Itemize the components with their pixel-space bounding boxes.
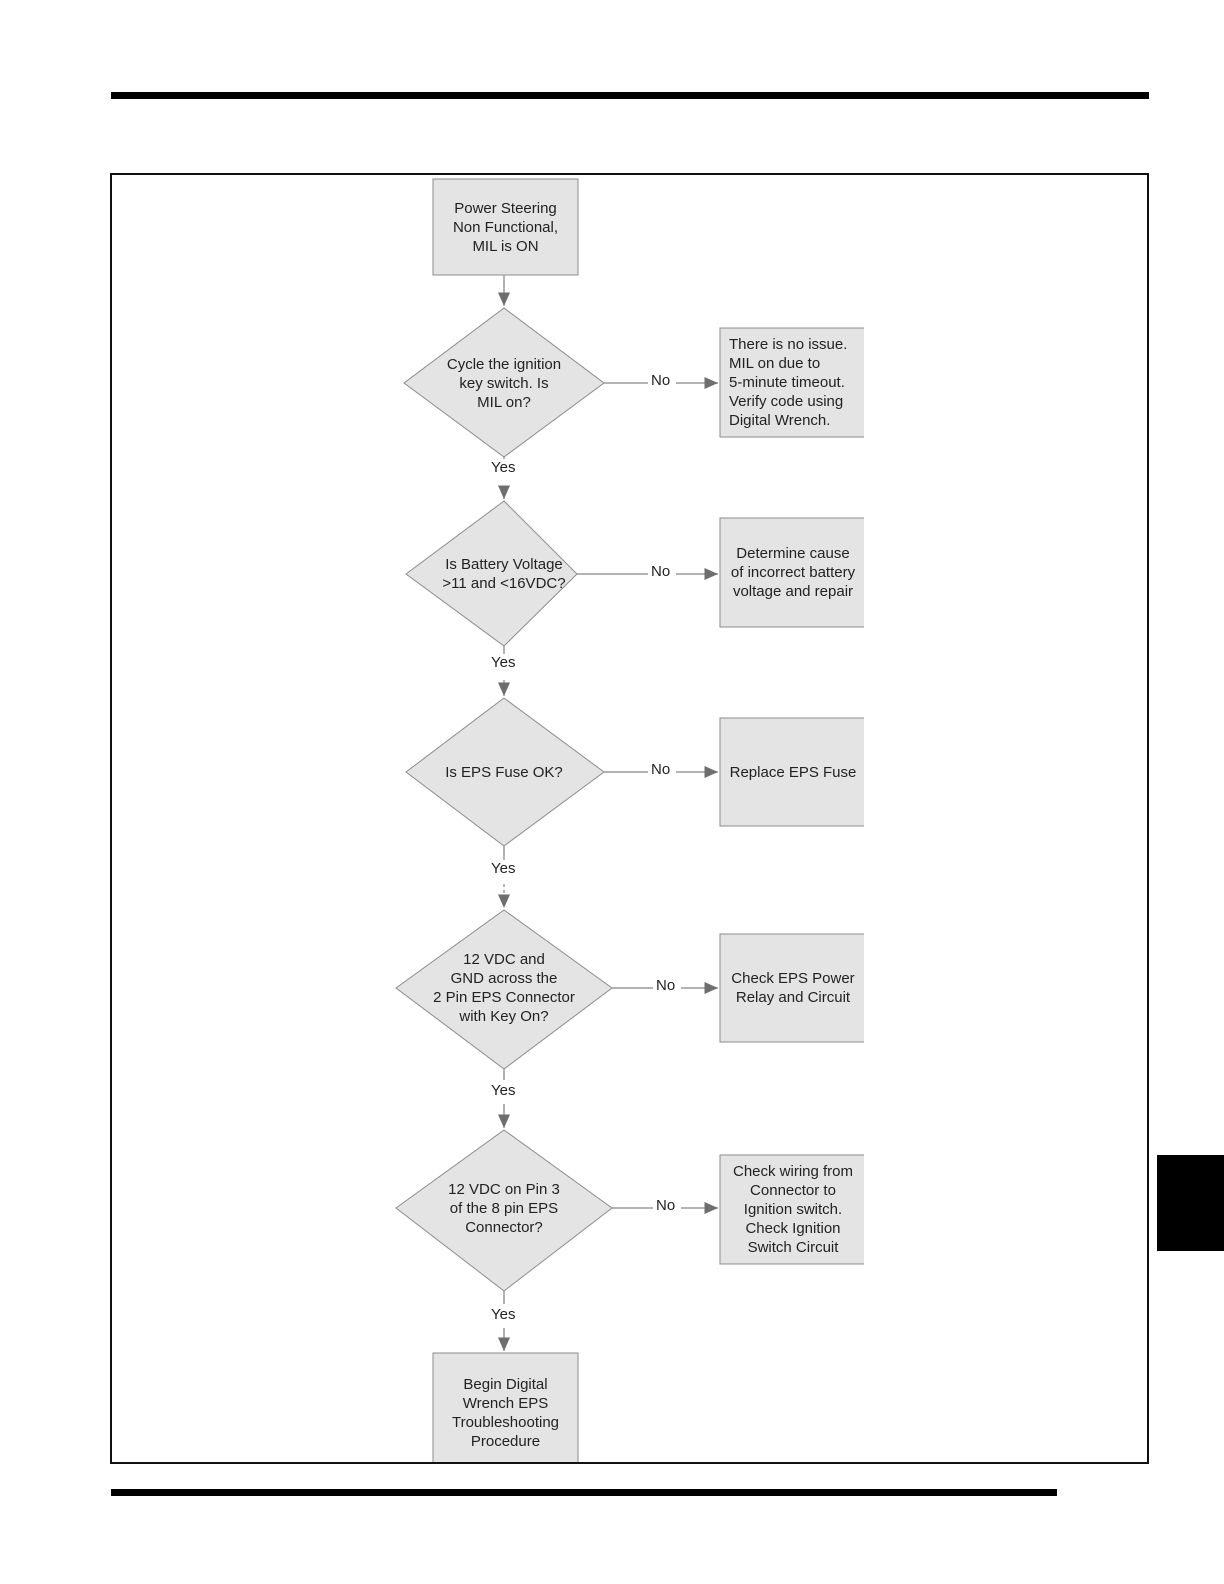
- decision-3-yes-label: Yes: [491, 860, 516, 877]
- decision-3-question: Is EPS Fuse OK?: [445, 763, 563, 781]
- decision-5-no-label: No: [656, 1197, 676, 1214]
- action-3-label: Replace EPS Fuse: [729, 763, 857, 781]
- action-4-label: Check EPS Power Relay and Circuit: [731, 970, 855, 1006]
- decision-4-question: 12 VDC and GND across the 2 Pin EPS Connector with Key On?: [433, 951, 575, 1025]
- decision-5-question: 12 VDC on Pin 3 of the 8 pin EPS Connector?: [448, 1180, 560, 1236]
- decision-4-no-label: No: [656, 977, 676, 994]
- decision-2-question: Is Battery Voltage >11 and <16VDC?: [442, 556, 566, 592]
- decision-1-yes-label: Yes: [491, 459, 516, 476]
- decision-3-no-label: No: [651, 761, 671, 778]
- decision-4-yes-label: Yes: [491, 1082, 516, 1099]
- start-node-label: Power Steering Non Functional, MIL is ON: [452, 199, 559, 255]
- action-2-label: Determine cause of incorrect battery voltage and repair: [730, 545, 856, 600]
- end-node-label: Begin Digital Wrench EPS Troubleshooting Procedure: [451, 1376, 559, 1450]
- footer-rule: [111, 1489, 1057, 1496]
- decision-2-yes-label: Yes: [491, 654, 516, 671]
- action-5-label: Check wiring from Connector to Ignition switch. Check Ignition Switch Circuit: [732, 1163, 854, 1256]
- decision-1-question: Cycle the ignition key switch. Is MIL on?: [446, 355, 562, 411]
- chapter-tab: [1157, 1155, 1224, 1251]
- decision-2-no-label: No: [651, 563, 671, 580]
- action-1-label: There is no issue. MIL on due to 5-minute timeout. Verify code using Digital Wrench.: [729, 336, 848, 429]
- decision-1-no-label: No: [651, 372, 671, 389]
- decision-5-yes-label: Yes: [491, 1306, 516, 1323]
